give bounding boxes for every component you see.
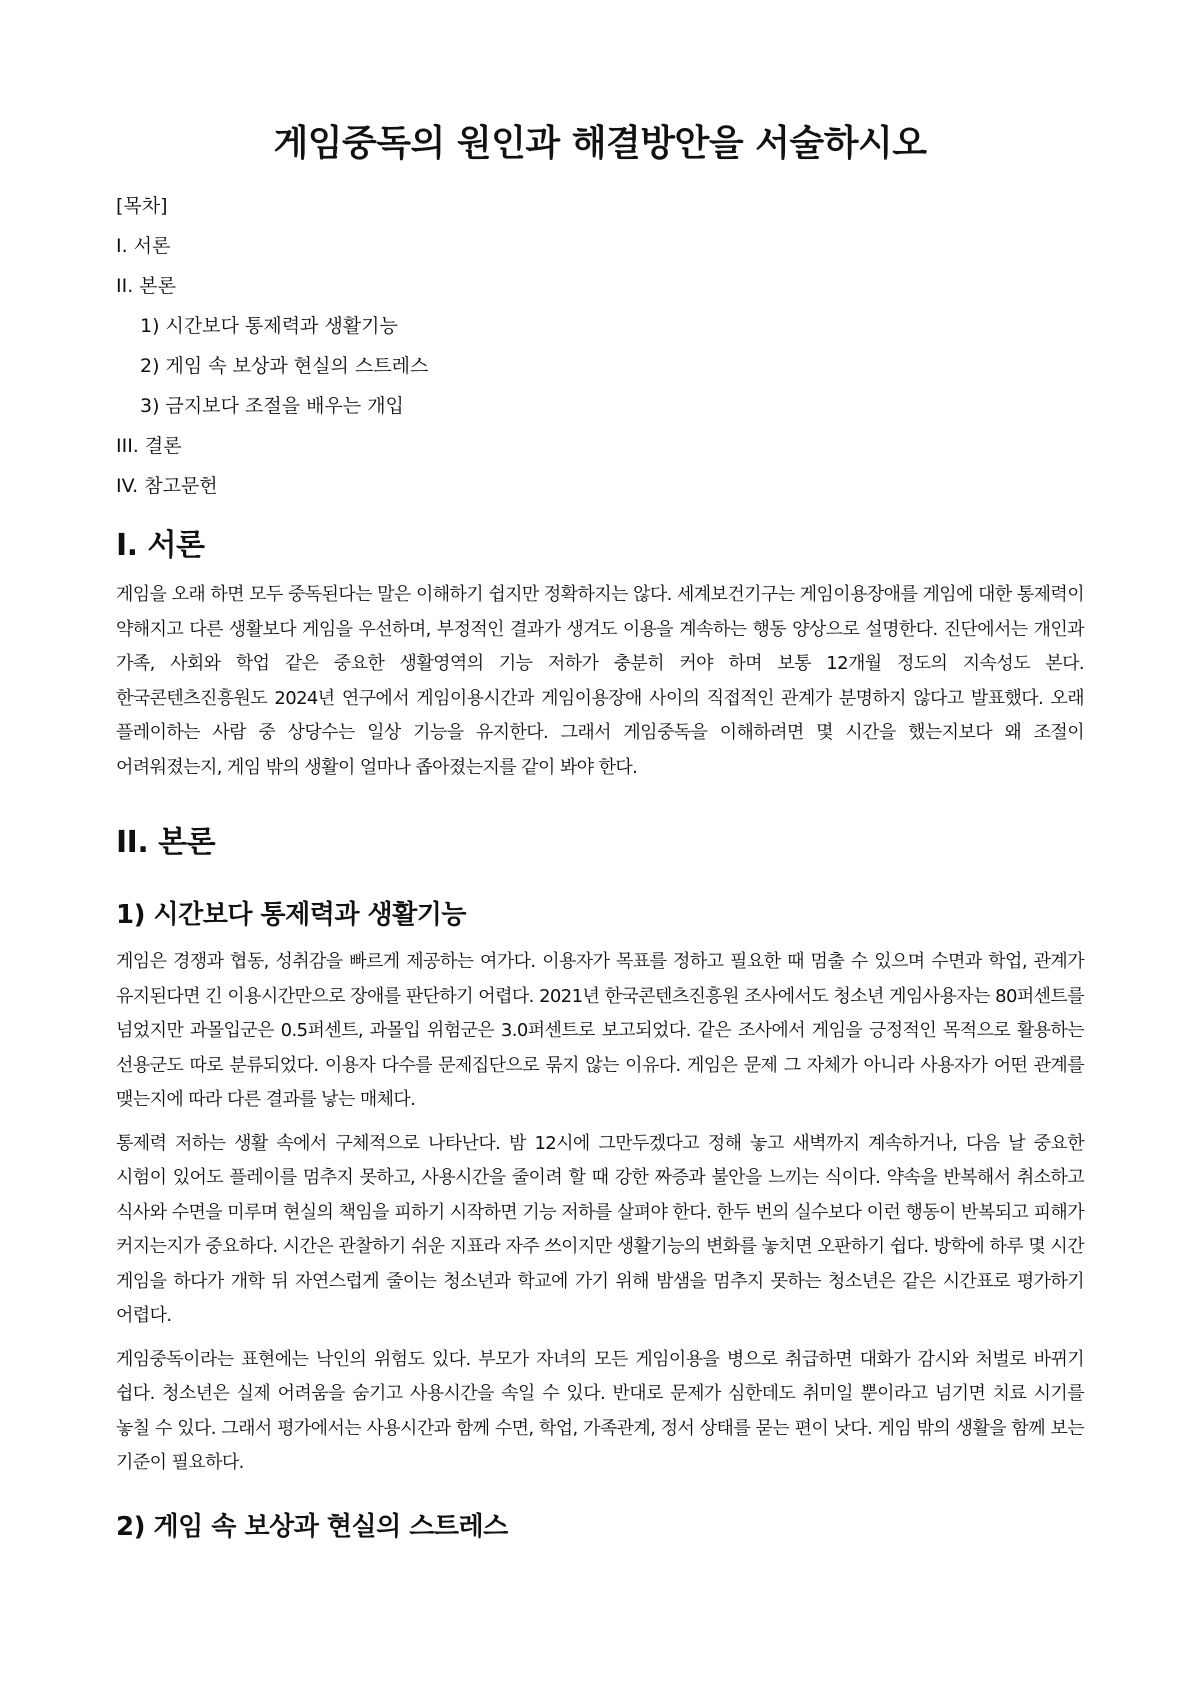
toc-item-body-3: 3) 금지보다 조절을 배우는 개입 — [140, 395, 404, 417]
subsection-2 — [116, 1507, 1084, 1547]
section-heading-body: II. 본론 — [116, 825, 216, 860]
toc-item-intro: I. 서론 — [116, 235, 171, 257]
section-heading-introduction: I. 서론 — [116, 528, 205, 563]
subsection-heading-1: 1) 시간보다 통제력과 생활기능 — [116, 900, 467, 930]
toc-heading: [목차] — [116, 195, 168, 217]
section-introduction — [116, 524, 1084, 785]
toc-item-conclusion: III. 결론 — [116, 435, 182, 457]
paragraph: 게임중독이라는 표현에는 낙인의 위험도 있다. 부모가 자녀의 모든 게임이용을 병으로 취급하면 대화가 감시와 처벌로 바뀌기 쉽다. 청소년은 실제 어려움을 숨기고 사용시간을 속일 수 있다. 반대로 문제가 심한데도 취미일 뿐이라고 넘기면 치료 시기를 놓칠 수 있다. 그래서 평가에서는 사용시간과 함께 수면, 학업, 가족관계, 정서 상태를 묻는 편이 낫다. 게임 밖의 생활을 함께 보는 기준이 필요하다. — [116, 1348, 1084, 1473]
paragraph: 게임은 경쟁과 협동, 성취감을 빠르게 제공하는 여가다. 이용자가 목표를 정하고 필요한 때 멈출 수 있으며 수면과 학업, 관계가 유지된다면 긴 이용시간만으로 장애를 판단하기 어렵다. 2021년 한국콘텐츠진흥원 조사에서도 청소년 게임사용자는 80퍼센트를 넘었지만 과몰입군은 0.5퍼센트, 과몰입 위험군은 3.0퍼센트로 보고되었다. 같은 조사에서 게임을 긍정적인 목적으로 활용하는 선용군도 따로 분류되었다. 이용자 다수를 문제집단으로 묶지 않는 이유다. 게임은 문제 그 자체가 아니라 사용자가 어떤 관계를 맺는지에 따라 다른 결과를 낳는 매체다. — [116, 951, 1084, 1110]
toc-item-body-2: 2) 게임 속 보상과 현실의 스트레스 — [140, 355, 429, 377]
toc-item-body-1: 1) 시간보다 통제력과 생활기능 — [140, 315, 398, 337]
toc-item-references: IV. 참고문헌 — [116, 475, 218, 497]
section-body — [116, 821, 1084, 1547]
subsection-1 — [116, 895, 1084, 1481]
toc-item-body: II. 본론 — [116, 275, 176, 297]
table-of-contents — [116, 186, 1084, 506]
document-title: 게임중독의 원인과 해결방안을 서술하시오 — [273, 123, 927, 164]
paragraph: 게임을 오래 하면 모두 중독된다는 말은 이해하기 쉽지만 정확하지는 않다. 세계보건기구는 게임이용장애를 게임에 대한 통제력이 약해지고 다른 생활보다 게임을 우선하며, 부정적인 결과가 생겨도 이용을 계속하는 행동 양상으로 설명한다. 진단에서는 개인과 가족, 사회와 학업 같은 중요한 생활영역의 기능 저하가 충분히 커야 하며 보통 12개월 정도의 지속성도 본다. 한국콘텐츠진흥원도 2024년 연구에서 게임이용시간과 게임이용장애 사이의 직접적인 관계가 분명하지 않다고 발표했다. 오래 플레이하는 사람 중 상당수는 일상 기능을 유지한다. 그래서 게임중독을 이해하려면 몇 시간을 했는지보다 왜 조절이 어려워졌는지, 게임 밖의 생활이 얼마나 좁아졌는지를 같이 봐야 한다. — [116, 584, 1084, 778]
subsection-heading-2: 2) 게임 속 보상과 현실의 스트레스 — [116, 1511, 508, 1542]
paragraph: 통제력 저하는 생활 속에서 구체적으로 나타난다. 밤 12시에 그만두겠다고 정해 놓고 새벽까지 계속하거나, 다음 날 중요한 시험이 있어도 플레이를 멈추지 못하고, 사용시간을 줄이려 할 때 강한 짜증과 불안을 느끼는 식이다. 약속을 반복해서 취소하고 식사와 수면을 미루며 현실의 책임을 피하기 시작하면 기능 저하를 살펴야 한다. 한두 번의 실수보다 이런 행동이 반복되고 피해가 커지는지가 중요하다. 시간은 관찰하기 쉬운 지표라 자주 쓰이지만 생활기능의 변화를 놓치면 오판하기 쉽다. 방학에 하루 몇 시간 게임을 하다가 개학 뒤 자연스럽게 줄이는 청소년과 학교에 가기 위해 밤샘을 멈추지 못하는 청소년은 같은 시간표로 평가하기 어렵다. — [116, 1132, 1084, 1326]
